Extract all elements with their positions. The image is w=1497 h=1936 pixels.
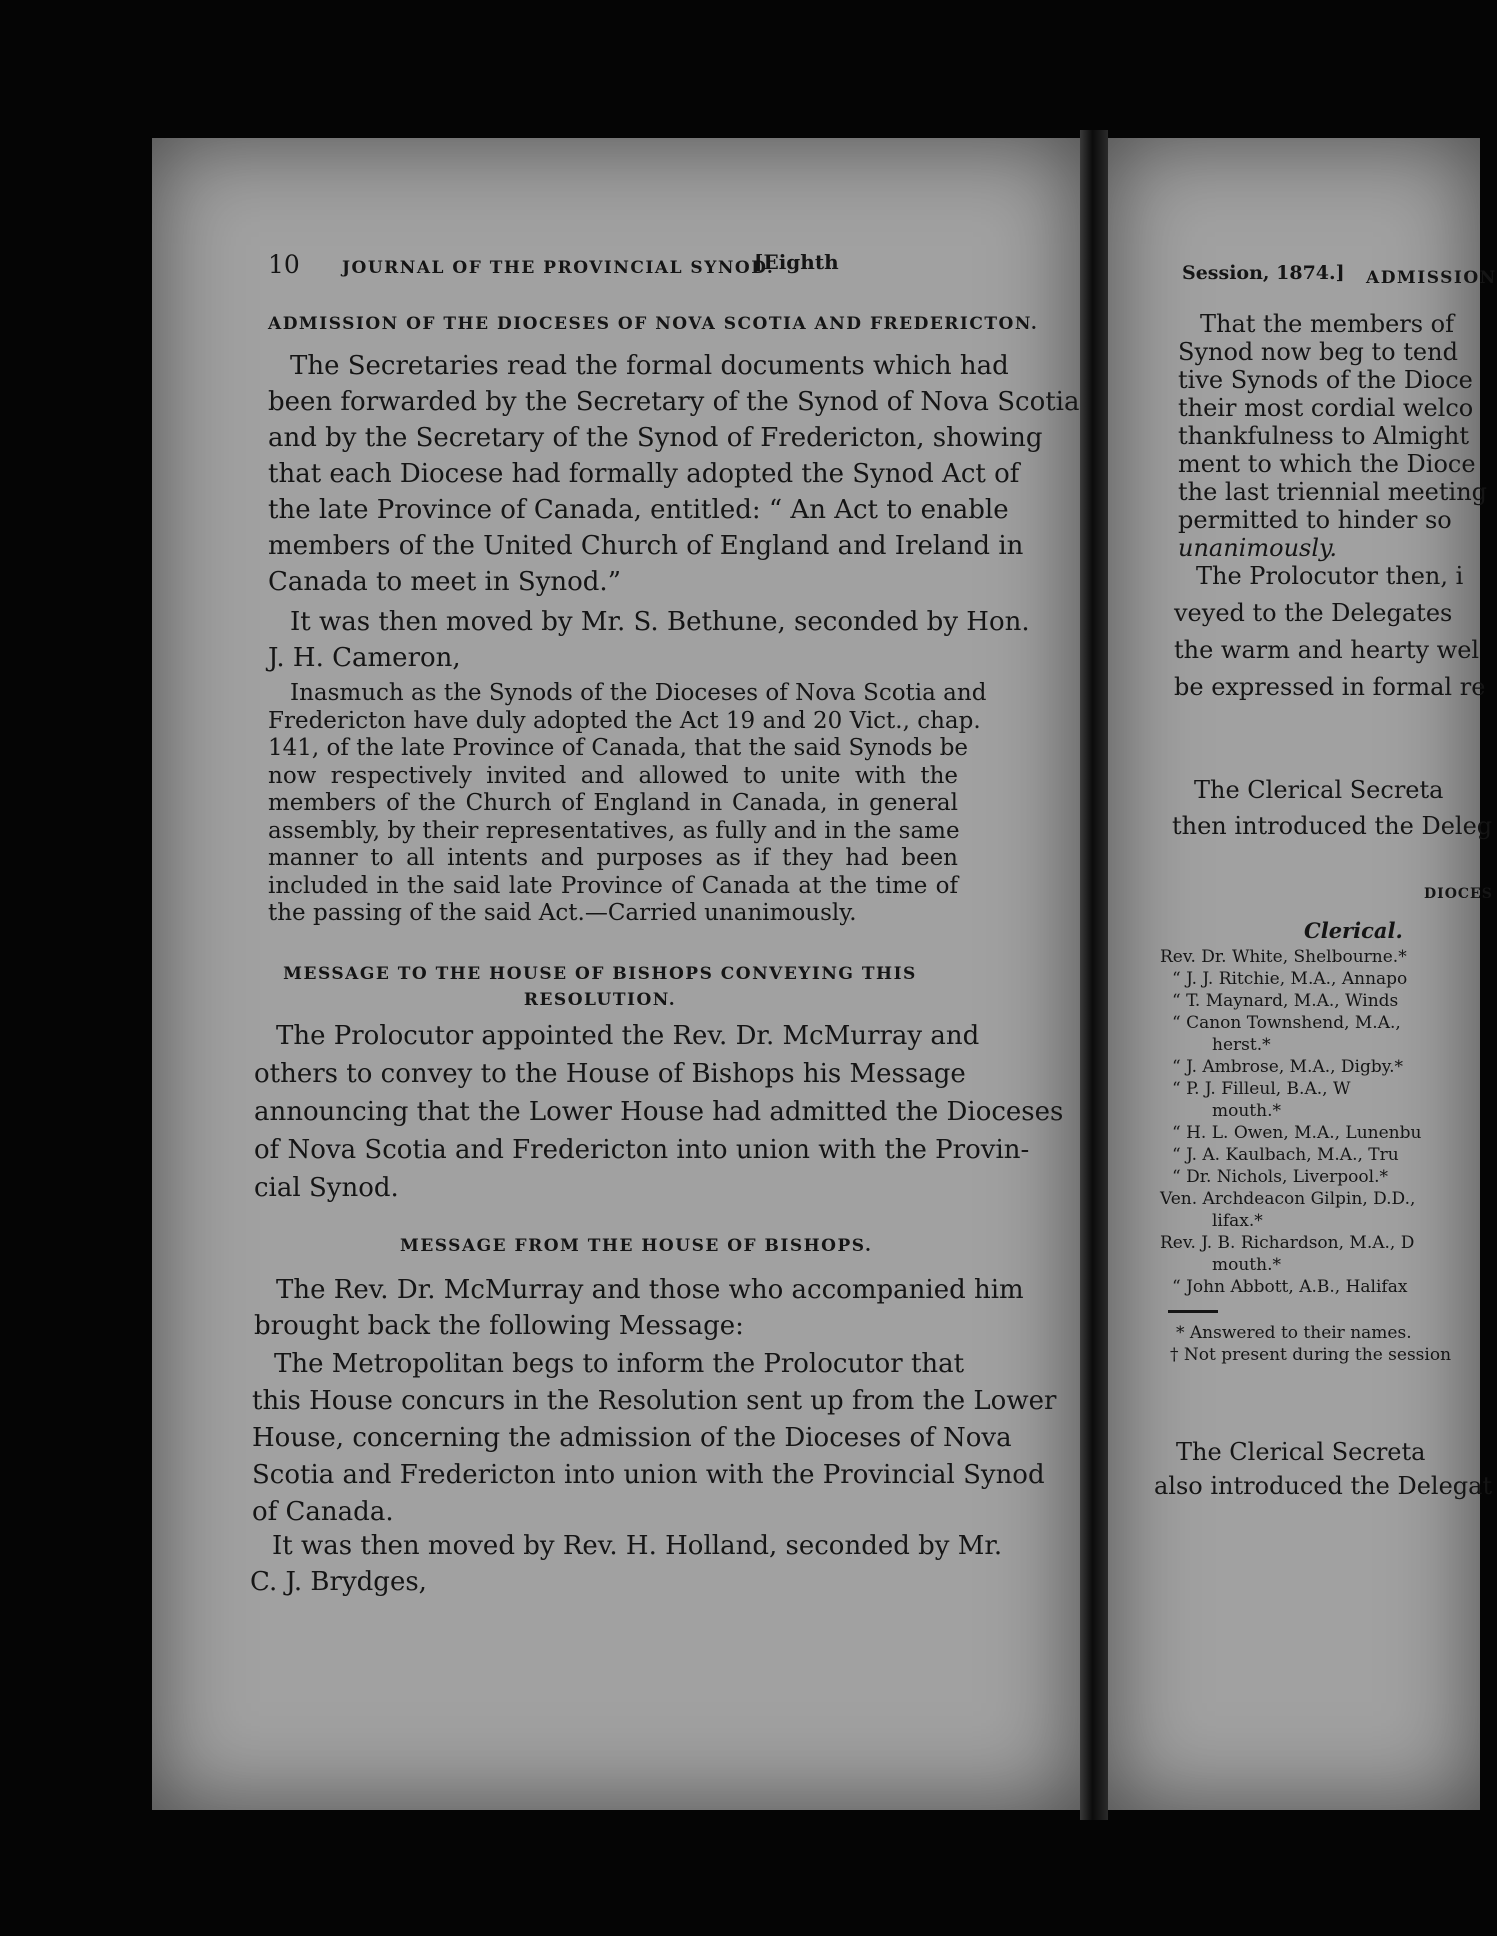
text-line: their most cordial welco bbox=[1178, 394, 1474, 422]
text-line: The Clerical Secreta bbox=[1194, 776, 1444, 804]
right-page bbox=[1108, 138, 1497, 1810]
text-line: The Clerical Secreta bbox=[1176, 1438, 1426, 1466]
list-item: “ H. L. Owen, M.A., Lunenbu bbox=[1172, 1123, 1422, 1143]
paragraph-prolocutor-conveyed bbox=[1174, 558, 1484, 718]
text-line: members of the Church of England in Canada, in general bbox=[268, 790, 958, 816]
text-line: the warm and hearty wel bbox=[1174, 636, 1480, 664]
text-line: The Secretaries read the formal documents which had bbox=[290, 351, 1009, 381]
list-item: herst.* bbox=[1212, 1035, 1271, 1055]
list-item: Rev. J. B. Richardson, M.A., D bbox=[1160, 1233, 1415, 1253]
text-line: J. H. Cameron, bbox=[268, 643, 461, 673]
text-line: Canada to meet in Synod.” bbox=[268, 567, 621, 597]
text-line: this House concurs in the Resolution sent up from the Lower bbox=[252, 1386, 1057, 1416]
text-line: then introduced the Deleg bbox=[1172, 812, 1493, 840]
text-line: Scotia and Fredericton into union with the Provincial Synod bbox=[252, 1460, 1045, 1490]
paragraph-prolocutor bbox=[254, 1018, 1064, 1208]
text-line: others to convey to the House of Bishops his Message bbox=[254, 1059, 966, 1089]
paragraph-moved-bethune bbox=[268, 604, 1030, 680]
heading-message-from-bishops: MESSAGE FROM THE HOUSE OF BISHOPS. bbox=[400, 1236, 873, 1256]
text-line: The Prolocutor appointed the Rev. Dr. McMurray and bbox=[276, 1021, 980, 1051]
text-line: Synod now beg to tend bbox=[1178, 338, 1458, 366]
list-item: “ Canon Townshend, M.A., bbox=[1172, 1013, 1401, 1033]
running-head: JOURNAL OF THE PROVINCIAL SYNOD. bbox=[342, 258, 775, 278]
text-line: manner to all intents and purposes as if they had been bbox=[268, 845, 958, 871]
text-line: the late Province of Canada, entitled: “ An Act to enable bbox=[268, 495, 1009, 525]
footnote-rule bbox=[1168, 1310, 1218, 1313]
text-line: It was then moved by Rev. H. Holland, seconded by Mr. bbox=[272, 1531, 1003, 1561]
list-item: Ven. Archdeacon Gilpin, D.D., bbox=[1160, 1189, 1416, 1209]
text-line: now respectively invited and allowed to unite with the bbox=[268, 762, 958, 789]
text-line: ment to which the Dioce bbox=[1178, 450, 1476, 478]
running-head: Session, 1874.] bbox=[1182, 262, 1345, 284]
resolution-text bbox=[268, 680, 987, 930]
text-line: permitted to hinder so bbox=[1178, 506, 1452, 534]
text-line: 141, of the late Province of Canada, that the said Synods be bbox=[268, 735, 969, 761]
text-line: that each Diocese had formally adopted the Synod Act of bbox=[268, 459, 1020, 489]
text-line: That the members of bbox=[1200, 310, 1455, 338]
text-line: the last triennial meeting bbox=[1178, 478, 1488, 506]
clerical-heading: Clerical. bbox=[1304, 918, 1403, 943]
text-line: tive Synods of the Dioce bbox=[1178, 366, 1473, 394]
text-line: C. J. Brydges, bbox=[250, 1567, 427, 1597]
list-item: “ P. J. Filleul, B.A., W bbox=[1172, 1079, 1351, 1099]
text-line: Inasmuch as the Synods of the Dioceses of Nova Scotia and bbox=[290, 680, 987, 706]
list-item: “ J. J. Ritchie, M.A., Annapo bbox=[1172, 969, 1408, 989]
text-line: assembly, by their representatives, as fully and in the same bbox=[268, 817, 960, 844]
list-item: mouth.* bbox=[1212, 1101, 1281, 1121]
text-line: The Prolocutor then, i bbox=[1196, 562, 1464, 590]
text-line: been forwarded by the Secretary of the Synod of Nova Scotia bbox=[268, 387, 1080, 417]
text-line: unanimously. bbox=[1178, 534, 1338, 562]
list-item: “ Dr. Nichols, Liverpool.* bbox=[1172, 1167, 1388, 1187]
paragraph-clerical-secretary-2 bbox=[1154, 1434, 1493, 1514]
text-line: The Rev. Dr. McMurray and those who accompanied him bbox=[276, 1275, 1024, 1305]
running-head-right: ADMISSION bbox=[1366, 268, 1497, 288]
text-line: of Nova Scotia and Fredericton into union with the Provin- bbox=[254, 1135, 1030, 1165]
text-line: members of the United Church of England and Ireland in bbox=[268, 531, 1024, 561]
list-item: Rev. Dr. White, Shelbourne.* bbox=[1160, 947, 1407, 967]
list-item: “ J. Ambrose, M.A., Digby.* bbox=[1172, 1057, 1404, 1077]
delegate-list bbox=[1160, 946, 1490, 1306]
paragraph-metropolitan-message bbox=[252, 1346, 1057, 1536]
text-line: be expressed in formal re bbox=[1174, 673, 1486, 701]
text-line: also introduced the Delegat bbox=[1154, 1472, 1493, 1500]
text-line: House, concerning the admission of the Dioceses of Nova bbox=[252, 1423, 1012, 1453]
heading-message-to-bishops: MESSAGE TO THE HOUSE OF BISHOPS CONVEYING THIS bbox=[283, 964, 917, 984]
list-item: lifax.* bbox=[1212, 1211, 1263, 1231]
list-item: mouth.* bbox=[1212, 1255, 1281, 1275]
section-heading: ADMISSION OF THE DIOCESES OF NOVA SCOTIA AND FREDERICTON. bbox=[268, 314, 1039, 334]
text-line: of Canada. bbox=[252, 1497, 394, 1527]
running-head-right: [Eighth bbox=[754, 250, 839, 274]
paragraph-mcmurray-returned bbox=[254, 1272, 1024, 1352]
footnote: † Not present during the session bbox=[1170, 1345, 1452, 1365]
text-line: The Metropolitan begs to inform the Prolocutor that bbox=[274, 1349, 965, 1379]
list-item: “ J. A. Kaulbach, M.A., Tru bbox=[1172, 1145, 1399, 1165]
text-line: announcing that the Lower House had admitted the Dioceses bbox=[254, 1097, 1064, 1127]
text-line: brought back the following Message: bbox=[254, 1311, 744, 1341]
paragraph-clerical-secretary bbox=[1172, 772, 1493, 852]
paragraph-moved-holland bbox=[250, 1528, 1003, 1608]
list-item: “ T. Maynard, M.A., Winds bbox=[1172, 991, 1399, 1011]
page-number: 10 bbox=[268, 250, 300, 279]
text-line: veyed to the Delegates bbox=[1174, 599, 1453, 627]
text-line: included in the said late Province of Canada at the time of bbox=[268, 872, 958, 899]
list-item: “ John Abbott, A.B., Halifax bbox=[1172, 1277, 1408, 1297]
paragraph-resolution-welcome bbox=[1178, 310, 1488, 580]
paragraph-secretaries bbox=[268, 348, 1080, 608]
text-line: thankfulness to Almight bbox=[1178, 422, 1469, 450]
text-line: It was then moved by Mr. S. Bethune, seconded by Hon. bbox=[290, 607, 1030, 637]
text-line: Fredericton have duly adopted the Act 19 and 20 Vict., chap. bbox=[268, 707, 981, 734]
heading-message-to-bishops-line2: RESOLUTION. bbox=[523, 990, 677, 1010]
text-line: and by the Secretary of the Synod of Fredericton, showing bbox=[268, 423, 1043, 453]
footnote: * Answered to their names. bbox=[1176, 1323, 1412, 1343]
left-page bbox=[152, 138, 1080, 1810]
text-line: the passing of the said Act.—Carried unanimously. bbox=[268, 900, 857, 926]
diocese-label: DIOCES bbox=[1424, 886, 1493, 902]
book-gutter bbox=[1080, 130, 1108, 1820]
footnotes bbox=[1170, 1322, 1490, 1372]
text-line: cial Synod. bbox=[254, 1173, 399, 1203]
